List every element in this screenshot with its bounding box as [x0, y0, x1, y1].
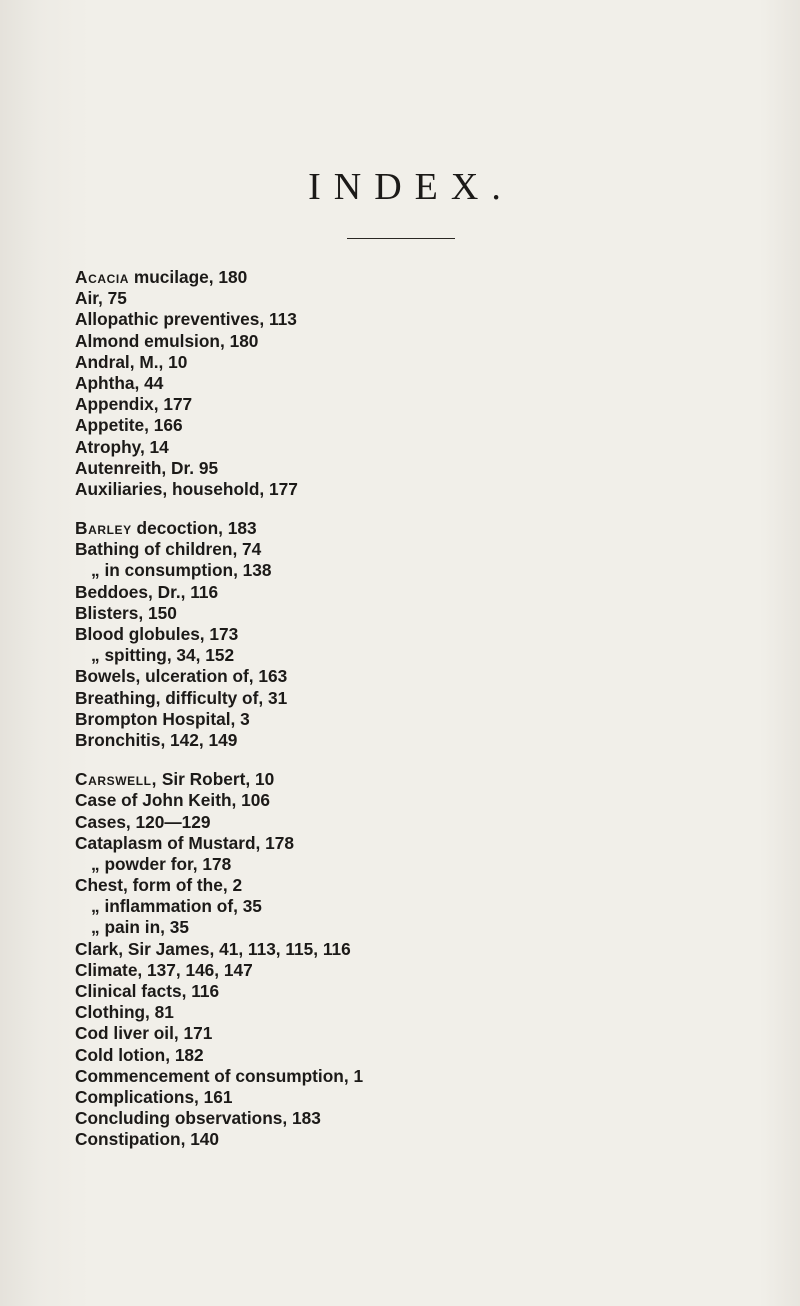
entry-text: Climate, 137, 146, 147	[75, 959, 253, 980]
entry-text: Cold lotion, 182	[75, 1044, 204, 1065]
index-entry	[75, 790, 715, 811]
entry-text: Appetite, 166	[75, 415, 183, 436]
entry-text: Blood globules, 173	[75, 624, 239, 644]
entry-text: Almond emulsion, 180	[75, 330, 259, 351]
entry-text: Autenreith, Dr. 95	[75, 457, 219, 478]
index-entry	[75, 769, 715, 790]
entry-text: Bronchitis, 142, 149	[75, 729, 238, 750]
index-entries	[75, 267, 715, 1151]
index-entry	[75, 833, 715, 854]
entry-text: decoction, 183	[131, 518, 257, 539]
index-entry	[75, 645, 715, 666]
index-entry	[75, 539, 715, 560]
entry-text: Breathing, difficulty of, 31	[75, 687, 288, 708]
entry-text: Commencement of consumption, 1	[75, 1065, 364, 1086]
index-section-b	[75, 518, 715, 751]
entry-text: Air, 75	[75, 288, 127, 309]
index-entry	[75, 288, 715, 309]
entry-text: Allopathic preventives, 113	[75, 309, 297, 330]
index-entry	[75, 437, 715, 458]
index-entry	[75, 896, 715, 917]
entry-text: Aphtha, 44	[75, 372, 164, 393]
index-entry	[75, 812, 715, 833]
index-entry	[75, 1045, 715, 1066]
index-entry	[75, 960, 715, 981]
index-entry	[75, 309, 715, 330]
index-entry	[75, 352, 715, 373]
entry-text: Blisters, 150	[75, 602, 177, 623]
entry-text: Clothing, 81	[75, 1002, 174, 1023]
index-section-a	[75, 267, 715, 500]
entry-text: „ pain in, 35	[91, 917, 189, 938]
index-entry	[75, 394, 715, 415]
index-entry	[75, 1066, 715, 1087]
index-entry	[75, 603, 715, 624]
index-entry	[75, 560, 715, 581]
entry-text: „ spitting, 34, 152	[91, 645, 235, 666]
index-entry	[75, 415, 715, 436]
entry-text: Andral, M., 10	[75, 351, 188, 372]
entry-text: „ in consumption, 138	[91, 560, 272, 581]
entry-text: Cod liver oil, 171	[75, 1023, 213, 1044]
index-entry	[75, 709, 715, 730]
index-entry	[75, 624, 715, 645]
index-entry	[75, 1002, 715, 1023]
entry-text: Constipation, 140	[75, 1129, 220, 1150]
title-rule	[347, 238, 455, 239]
index-section-c	[75, 769, 715, 1150]
page-title: INDEX.	[308, 166, 514, 208]
entry-text: Beddoes, Dr., 116	[75, 581, 219, 602]
entry-text: Bathing of children, 74	[75, 539, 262, 560]
index-entry	[75, 1023, 715, 1044]
index-entry	[75, 331, 715, 352]
entry-text: Auxiliaries, household, 177	[75, 478, 298, 499]
entry-text: Appendix, 177	[75, 394, 193, 415]
entry-text: Brompton Hospital, 3	[75, 708, 250, 729]
entry-text: mucilage, 180	[129, 267, 248, 287]
entry-text: Bowels, ulceration of, 163	[75, 666, 288, 687]
index-entry	[75, 1129, 715, 1150]
entry-text: Chest, form of the, 2	[75, 875, 243, 896]
index-entry	[75, 875, 715, 896]
index-entry	[75, 479, 715, 500]
entry-lead-word: Barley	[75, 518, 132, 539]
index-entry	[75, 373, 715, 394]
entry-text: Cases, 120—129	[75, 811, 211, 832]
index-entry	[75, 730, 715, 751]
entry-lead-word: Carswell,	[75, 769, 158, 790]
index-entry	[75, 981, 715, 1002]
entry-text: Clinical facts, 116	[75, 981, 220, 1001]
index-entry	[75, 917, 715, 938]
entry-text: Complications, 161	[75, 1086, 233, 1107]
index-entry	[75, 1108, 715, 1129]
index-entry	[75, 854, 715, 875]
entry-text: Concluding observations, 183	[75, 1108, 321, 1129]
entry-text: Atrophy, 14	[75, 436, 169, 457]
entry-text: Clark, Sir James, 41, 113, 115, 116	[75, 938, 351, 959]
index-entry	[75, 267, 715, 288]
entry-text: „ powder for, 178	[91, 853, 232, 874]
index-entry	[75, 939, 715, 960]
index-entry	[75, 688, 715, 709]
entry-text: Cataplasm of Mustard, 178	[75, 832, 294, 853]
entry-text: Case of John Keith, 106	[75, 790, 270, 811]
entry-text: Sir Robert, 10	[157, 769, 275, 790]
index-entry	[75, 1087, 715, 1108]
index-entry	[75, 582, 715, 603]
index-entry	[75, 666, 715, 687]
index-entry	[75, 518, 715, 539]
entry-text: „ inflammation of, 35	[91, 896, 262, 917]
index-entry	[75, 458, 715, 479]
entry-lead-word: Acacia	[75, 267, 130, 287]
